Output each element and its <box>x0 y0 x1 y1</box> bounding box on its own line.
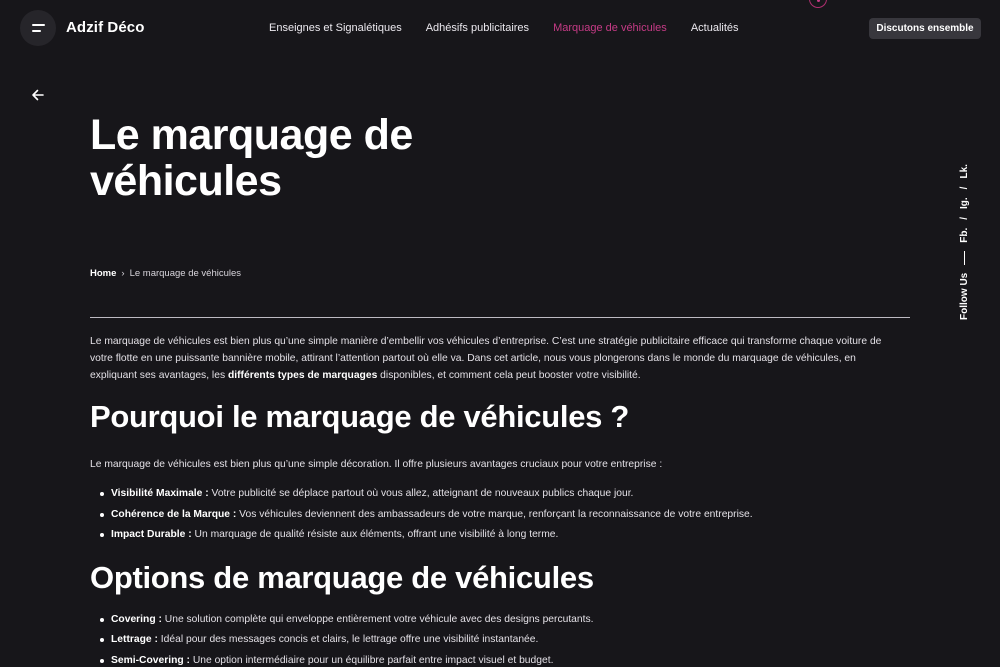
social-separator: / <box>959 186 970 190</box>
social-link-instagram[interactable]: Ig. <box>959 197 970 209</box>
breadcrumb <box>90 268 241 279</box>
social-link-facebook[interactable]: Fb. <box>959 227 970 243</box>
nav-item-enseignes[interactable]: Enseignes et Signalétiques <box>269 22 402 34</box>
nav-item-actualites[interactable]: Actualités <box>690 22 739 34</box>
section-heading-pourquoi: Pourquoi le marquage de véhicules ? <box>90 399 630 434</box>
intro-link[interactable]: différents types de marquages <box>227 370 378 381</box>
social-follow <box>959 164 970 320</box>
list-item-term: Semi-Covering : <box>111 654 190 666</box>
nav-item-marquage[interactable]: Marquage de véhicules <box>553 22 667 34</box>
list-item-text: Votre publicité se déplace partout où vous allez, atteignant de nouveaux publics chaque jour. <box>208 488 634 499</box>
list-item-term: Cohérence de la Marque : <box>111 508 237 520</box>
list-item-text: Idéal pour des messages concis et clairs, le lettrage offre une visibilité instantanée. <box>157 634 539 645</box>
hamburger-icon-line <box>32 30 41 32</box>
section-paragraph: Le marquage de véhicules est bien plus qu’une simple décoration. Il offre plusieurs avantages cruciaux pour votre entreprise : <box>90 459 663 470</box>
list-item-term: Impact Durable : <box>111 529 192 540</box>
list-item <box>90 484 910 505</box>
site-header <box>0 0 1000 58</box>
section-heading-options: Options de marquage de véhicules <box>90 559 594 595</box>
breadcrumb-current: Le marquage de véhicules <box>129 268 242 279</box>
list-item-term: Covering : <box>111 613 162 625</box>
article-content <box>90 333 910 667</box>
options-list <box>90 610 910 667</box>
breadcrumb-separator: › <box>121 268 125 279</box>
site-logo[interactable]: Adzif Déco <box>66 19 145 36</box>
page-title: Le marquage de véhicules <box>90 111 413 205</box>
list-item <box>90 651 910 667</box>
list-item-term: Lettrage : <box>111 634 158 645</box>
hamburger-icon <box>32 24 45 26</box>
list-item-text: Vos véhicules deviennent des ambassadeurs de votre marque, renforçant la reconnaissance de votre entreprise. <box>236 508 753 520</box>
intro-paragraph <box>90 333 905 384</box>
list-item <box>90 630 910 651</box>
intro-text: Le marquage de véhicules est bien plus qu’une simple manière d’embellir vos véhicules d’entreprise. C’est une stratégie publicitaire efficace qui transforme chaque voiture de votre flotte en une puissante bannière mobile, attirant l’attention partout où elle va. Dans cet article, nous vous plongerons dans le monde du marquage de véhicules, en expliquant ses avantages, les <box>90 336 882 381</box>
intro-text-end: disponibles, et comment cela peut booster votre visibilité. <box>377 370 641 381</box>
main-nav <box>269 22 739 34</box>
list-item <box>90 525 910 546</box>
nav-item-adhesifs[interactable]: Adhésifs publicitaires <box>425 22 530 34</box>
follow-label: Follow Us <box>959 272 970 320</box>
active-indicator-icon <box>809 0 827 8</box>
list-item-text: Une solution complète qui enveloppe entièrement votre véhicule avec des designs percutants. <box>161 613 594 625</box>
benefits-list <box>90 484 910 546</box>
social-separator: / <box>959 216 970 220</box>
breadcrumb-home[interactable]: Home <box>90 268 117 279</box>
back-arrow-icon[interactable] <box>29 86 47 104</box>
divider <box>90 317 910 318</box>
follow-dash <box>964 251 965 265</box>
list-item-text: Un marquage de qualité résiste aux éléments, offrant une visibilité à long terme. <box>191 529 559 540</box>
menu-button[interactable] <box>20 10 56 46</box>
list-item <box>90 505 910 526</box>
list-item <box>90 610 910 631</box>
list-item-term: Visibilité Maximale : <box>111 488 209 499</box>
contact-cta-button[interactable]: Discutons ensemble <box>869 18 981 39</box>
list-item-text: Une option intermédiaire pour un équilibre parfait entre impact visuel et budget. <box>189 654 554 666</box>
social-link-linkedin[interactable]: Lk. <box>959 164 970 179</box>
